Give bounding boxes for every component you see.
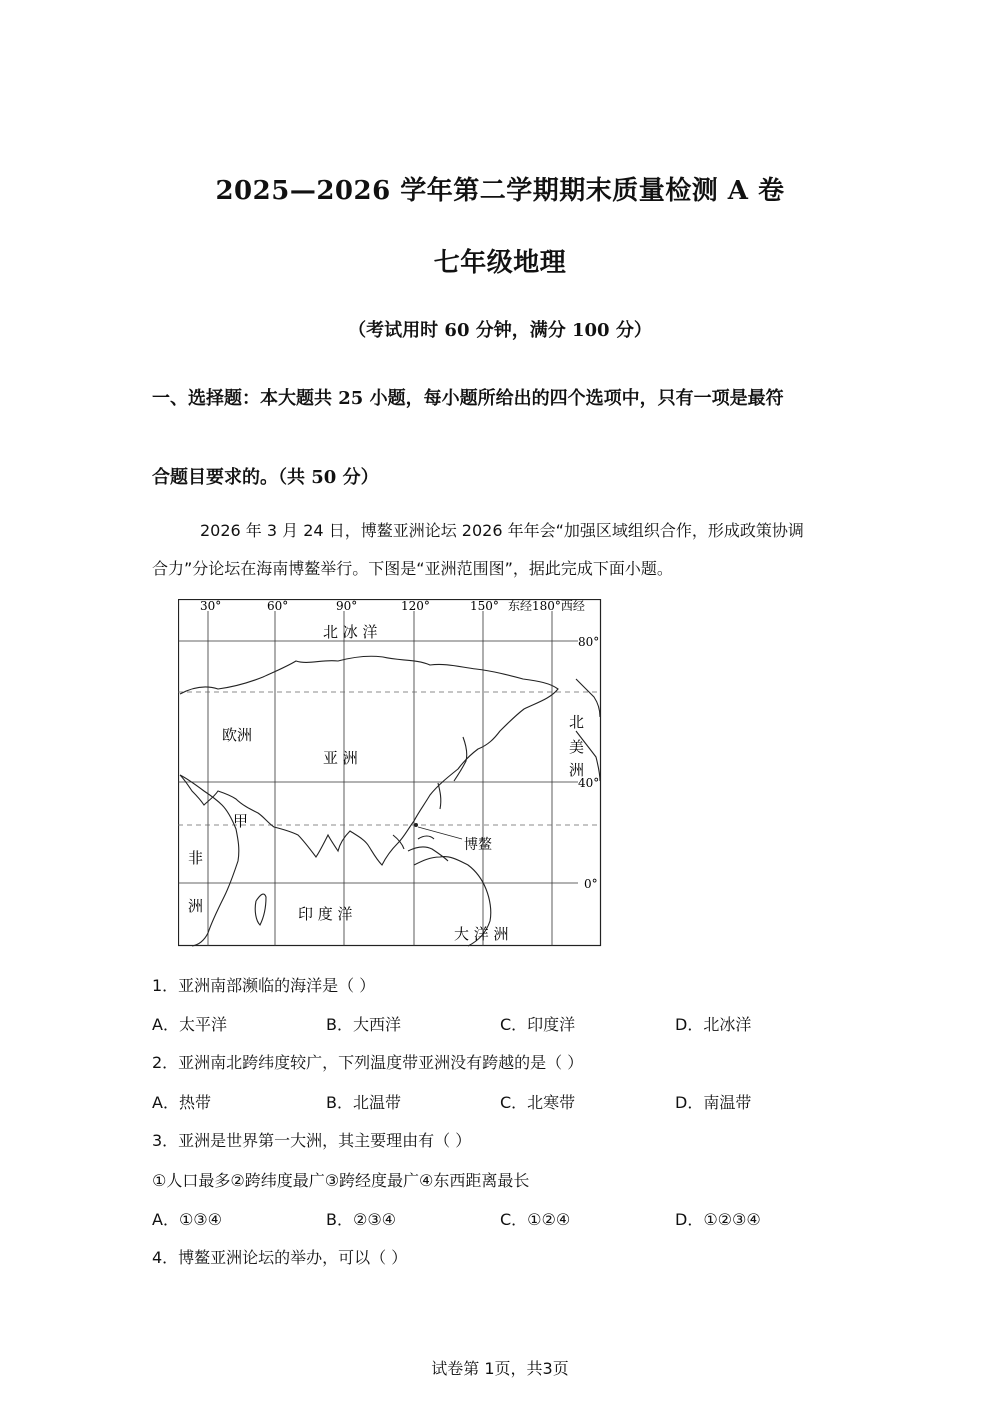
question-2-option-c[interactable]: C．北寒带 [500, 1093, 576, 1112]
label-africa-1: 非 [188, 849, 204, 867]
question-3-statements: ①人口最多②跨纬度最广③跨经度最广④东西距离最长 [152, 1171, 530, 1190]
question-2-option-a[interactable]: A．热带 [152, 1093, 211, 1112]
label-oceania: 大 洋 洲 [454, 925, 509, 943]
label-asia: 亚 洲 [323, 749, 358, 767]
question-3-option-c[interactable]: C．①②④ [500, 1210, 571, 1229]
question-3-stem: 3．亚洲是世界第一大洲，其主要理由有（ ） [152, 1131, 472, 1150]
label-boao: 博鳌 [464, 837, 492, 853]
question-2-stem: 2．亚洲南北跨纬度较广，下列温度带亚洲没有跨越的是（ ） [152, 1053, 584, 1072]
section-heading-line1: 一、选择题：本大题共 25 小题，每小题所给出的四个选项中，只有一项是最符 [152, 388, 784, 409]
asia-map [178, 599, 602, 947]
lon-label-60: 60° [267, 599, 289, 613]
lat-label-40: 40° [578, 776, 600, 790]
question-1-option-c[interactable]: C．印度洋 [500, 1015, 576, 1034]
lon-label-90: 90° [336, 599, 358, 613]
question-1-stem: 1．亚洲南部濒临的海洋是（ ） [152, 976, 376, 995]
label-north-america-1: 北 [569, 713, 585, 731]
question-1-option-a[interactable]: A．太平洋 [152, 1015, 227, 1034]
subject-title: 七年级地理 [433, 248, 567, 278]
intro-line1: 2026 年 3 月 24 日，博鳌亚洲论坛 2026 年年会“加强区域组织合作，形成政策协调 [200, 521, 804, 540]
exam-info: （考试用时 60 分钟，满分 100 分） [348, 320, 652, 341]
label-jia: 甲 [233, 812, 249, 830]
label-arctic-ocean: 北 冰 洋 [323, 623, 378, 641]
lat-label-80: 80° [578, 635, 600, 649]
question-3-option-d[interactable]: D．①②③④ [675, 1210, 761, 1229]
label-indian-ocean: 印 度 洋 [298, 905, 353, 923]
map-frame [179, 600, 601, 946]
exam-title: 2025—2026 学年第二学期期末质量检测 A 卷 [215, 176, 785, 206]
label-north-america-2: 美 [569, 738, 585, 756]
question-1-option-b[interactable]: B．大西洋 [326, 1015, 401, 1034]
intro-line2: 合力”分论坛在海南博鳌举行。下图是“亚洲范围图”，据此完成下面小题。 [152, 559, 673, 578]
boao-marker [414, 823, 418, 827]
label-africa-2: 洲 [188, 897, 204, 915]
label-north-america-3: 洲 [569, 761, 585, 779]
question-3-option-a[interactable]: A．①③④ [152, 1210, 222, 1229]
question-2-option-b[interactable]: B．北温带 [326, 1093, 401, 1112]
page-footer: 试卷第 1页，共3页 [431, 1359, 569, 1378]
label-europe: 欧洲 [222, 726, 253, 744]
lon-label-150: 150° [470, 599, 499, 613]
lon-label-120: 120° [401, 599, 430, 613]
question-4-stem: 4．博鳌亚洲论坛的举办，可以（ ） [152, 1248, 408, 1267]
section-heading-line2: 合题目要求的。（共 50 分） [152, 467, 379, 488]
question-2-option-d[interactable]: D．南温带 [675, 1093, 752, 1112]
lat-label-0: 0° [584, 877, 598, 891]
lon-label-30: 30° [200, 599, 222, 613]
question-1-option-d[interactable]: D．北冰洋 [675, 1015, 752, 1034]
lon-label-180: 东经180°西经 [508, 599, 585, 613]
question-3-option-b[interactable]: B．②③④ [326, 1210, 397, 1229]
